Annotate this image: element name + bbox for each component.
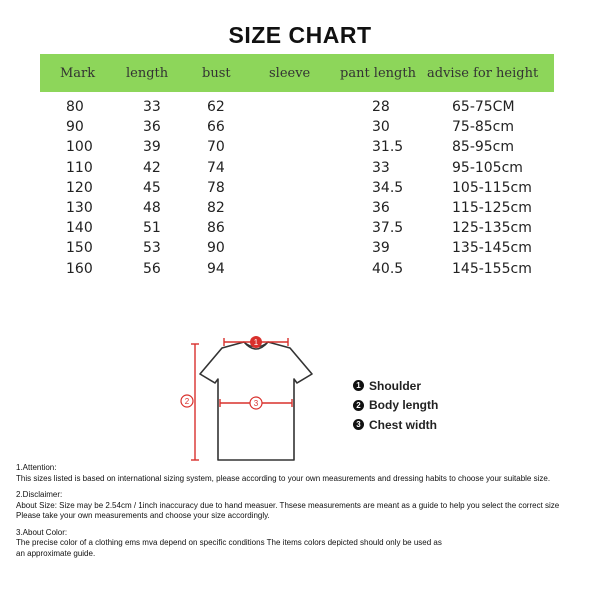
- cell-length: 39: [143, 139, 161, 156]
- header-mark: Mark: [60, 66, 96, 81]
- legend-number: 2: [353, 400, 364, 411]
- legend-body-length: [353, 396, 438, 416]
- cell-mark: 90: [66, 119, 84, 136]
- svg-text:2: 2: [184, 397, 190, 406]
- legend-number: 3: [353, 419, 364, 430]
- header-pant-length: pant length: [340, 66, 416, 81]
- cell-bust: 70: [207, 139, 225, 156]
- header-advise-height: advise for height: [427, 66, 539, 81]
- legend-shoulder: [353, 376, 438, 396]
- cell-pant-length: 33: [372, 159, 390, 176]
- cell-bust: 94: [207, 260, 225, 277]
- legend-number: 1: [353, 380, 364, 391]
- cell-length: 53: [143, 240, 161, 257]
- svg-text:1: 1: [253, 338, 259, 347]
- header-sleeve: sleeve: [269, 66, 311, 81]
- measurement-legend: [353, 376, 438, 435]
- cell-advise-height: 85-95cm: [452, 139, 515, 156]
- cell-bust: 86: [207, 220, 225, 237]
- cell-mark: 130: [66, 200, 93, 216]
- legend-label: Chest width: [369, 417, 437, 432]
- cell-bust: 74: [207, 159, 225, 176]
- cell-pant-length: 40.5: [372, 260, 404, 277]
- cell-pant-length: 30: [372, 119, 390, 136]
- table-row: [0, 240, 600, 260]
- note-line: This sizes listed is based on international sizing system, please according to your own measurements and dressing habits to choose your suitable size.: [16, 473, 551, 483]
- marker-chest-width: [250, 397, 262, 409]
- cell-length: 48: [143, 200, 161, 216]
- legend-label: Body length: [369, 398, 439, 413]
- cell-advise-height: 75-85cm: [452, 119, 515, 136]
- note-line: About Size: Size may be 2.54cm / 1inch inaccuracy due to hand measuer. Thsese measurements are meant as a guide to help you select the correct size: [16, 500, 560, 510]
- marker-body-length: [181, 395, 193, 407]
- cell-pant-length: 37.5: [372, 220, 404, 237]
- note-heading: 2.Disclaimer:: [16, 490, 63, 499]
- cell-pant-length: 39: [372, 240, 390, 257]
- cell-bust: 90: [207, 240, 225, 257]
- cell-mark: 160: [66, 260, 93, 277]
- cell-pant-length: 36: [372, 200, 390, 216]
- cell-length: 42: [143, 159, 161, 176]
- cell-length: 45: [143, 179, 161, 196]
- note-color: [16, 528, 600, 560]
- cell-mark: 80: [66, 99, 84, 115]
- note-line: The precise color of a clothing ems mva depend on specific conditions The items colors depicted should only be used as: [16, 538, 442, 547]
- note-disclaimer: [16, 490, 600, 522]
- cell-advise-height: 105-115cm: [452, 179, 532, 196]
- cell-pant-length: 34.5: [372, 179, 404, 196]
- table-header: [40, 54, 554, 92]
- table-row: [0, 119, 600, 139]
- cell-advise-height: 65-75CM: [452, 99, 515, 115]
- cell-length: 51: [143, 220, 161, 237]
- cell-advise-height: 135-145cm: [452, 240, 532, 257]
- cell-pant-length: 28: [372, 99, 390, 115]
- table-row: [0, 200, 600, 220]
- cell-advise-height: 125-135cm: [452, 220, 532, 237]
- cell-bust: 82: [207, 200, 225, 216]
- note-line: an approximate guide.: [16, 548, 96, 558]
- size-chart-title: SIZE CHART: [228, 22, 372, 48]
- note-line: Please take your own measurements and choose your size accordingly.: [16, 511, 270, 520]
- table-row: [0, 99, 600, 119]
- tshirt-diagram: [170, 330, 350, 466]
- note-attention: [16, 463, 600, 484]
- header-bust: bust: [202, 66, 231, 81]
- table-row: [0, 160, 600, 180]
- cell-advise-height: 115-125cm: [452, 200, 532, 216]
- cell-bust: 66: [207, 119, 225, 136]
- cell-advise-height: 145-155cm: [452, 260, 532, 277]
- cell-bust: 78: [207, 179, 225, 196]
- marker-shoulder: [250, 336, 262, 348]
- cell-advise-height: 95-105cm: [452, 159, 523, 176]
- cell-pant-length: 31.5: [372, 139, 404, 156]
- cell-mark: 150: [66, 240, 93, 257]
- svg-text:3: 3: [253, 399, 259, 408]
- cell-length: 56: [143, 260, 161, 277]
- cell-length: 36: [143, 119, 161, 136]
- note-heading: 3.About Color:: [16, 527, 68, 537]
- legend-chest-width: [353, 415, 438, 435]
- notes-section: [16, 463, 600, 565]
- cell-bust: 62: [207, 99, 225, 115]
- legend-label: Shoulder: [369, 378, 422, 393]
- table-row: [0, 139, 600, 159]
- cell-mark: 140: [66, 220, 93, 237]
- header-length: length: [126, 66, 169, 81]
- note-heading: 1.Attention:: [16, 463, 57, 472]
- cell-length: 33: [143, 99, 161, 115]
- table-row: [0, 180, 600, 200]
- table-row: [0, 220, 600, 240]
- table-row: [0, 261, 600, 281]
- cell-mark: 120: [66, 179, 93, 196]
- cell-mark: 110: [66, 159, 93, 176]
- cell-mark: 100: [66, 139, 93, 156]
